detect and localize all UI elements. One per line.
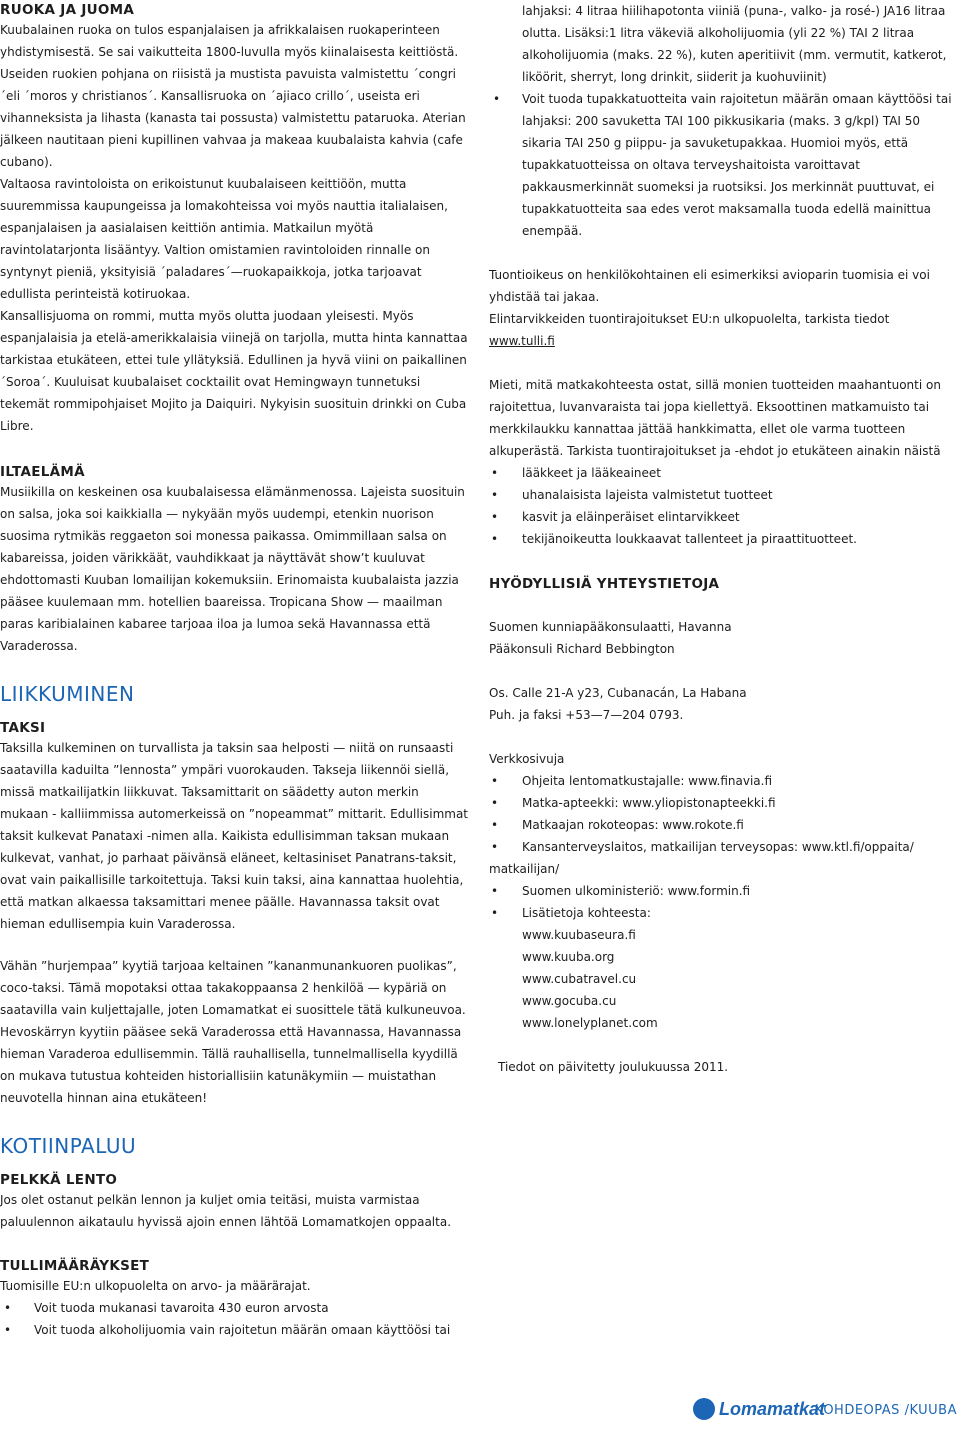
list-item: • kasvit ja eläinperäiset elintarvikkeet [489,506,957,528]
list-item[interactable]: • Matkaajan rokoteopas: www.rokote.fi [489,814,957,836]
iltaelama-paragraph: Musiikilla on keskeinen osa kuubalaisessa elämänmenossa. Lajeista suosituin on salsa, joka soi kaikkialla — nykyään myös uudempi, etenkin nuorison suosima rytmikäs reggaeton soi monessa paikassa. Omimmillaan salsa on kabareissa, joiden värikkäät, vauhdikkaat ja näyttävät show’t kuuluvat ehdottomasti Kuuban lomailijan kokemuksiin. Erinomaista kuubalaista jazzia pääsee kuulemaan mm. hotellien baareissa. Tropicana Show — maailman paras karibialainen kabaree tarjoaa iloa ja lumoa sekä Havannassa että Varaderossa. [0,485,465,653]
ruoka-paragraph-2: Valtaosa ravintoloista on erikoistunut kuubalaiseen keittiöön, mutta suuremmissa kaupungeissa ja lomakohteissa voi myös nauttia italialaisen, espanjalaisen ja aasialaisen keittiön antimia. Matkailun myötä ravintolatarjonta lisääntyy. Valtion omistamien ravintoloiden rinnalle on syntynyt pieniä, yksityisiä ´paladares´—ruokapaikkoja, jotka tarjoavat edullista perinteistä kotiruokaa. [0,177,448,301]
heading-kotiinpaluu: KOTIINPALUU [0,1134,137,1158]
footer [693,1398,958,1424]
tulli-paragraph: Tuomisille EU:n ulkopuolelta on arvo- ja määrärajat. [0,1279,311,1293]
site-link[interactable]: www.cubatravel.cu [522,972,637,986]
list-item: • uhanalaisista lajeista valmistetut tuotteet [489,484,957,506]
consulate-address: Os. Calle 21-A y23, Cubanacán, La Habana [489,686,747,700]
globe-swirl-icon [693,1398,715,1420]
taksi-paragraph-2: Vähän ”hurjempaa” kyytiä tarjoaa keltainen ”kananmunankuoren puolikas”, coco-taksi. Tämä mopotaksi ottaa takakoppaansa 2 henkilöä — kypäriä on saatavilla vain kuljettajalle, joten Lomamatkat ei suosittele tätä kulkuneuvoa. [0,959,466,1017]
mieti-paragraph: Mieti, mitä matkakohteesta ostat, sillä monien tuotteiden maahantuonti on rajoitettua, luvanvaraista tai jopa kiellettyä. Eksoottinen matkamuisto tai merkkilaukku kannattaa jättää hankkimatta, ellet ole varma tuotteen alkuperästä. Tarkista tuontirajoitukset ja -ehdot jo etukäteen ainakin näistä [489,378,941,458]
heading-ruoka-ja-juoma: RUOKA JA JUOMA [0,2,135,18]
tulli-continued-paragraph: lahjaksi: 4 litraa hiilihapotonta viiniä (puna-, valko- ja rosé-) JA16 litraa olutta. Lisäksi:1 litra väkeviä alkoholijuomia (yli 22 %) TAI 2 litraa alkoholijuomia (maks. 22 %), kuten aperitiivit (mm. vermutit, katkerot, liköörit, sherryt, long drinkit, siiderit ja kuohuviinit) [522,4,947,84]
site-link[interactable]: www.lonelyplanet.com [522,1016,658,1030]
pelkka-lento-paragraph: Jos olet ostanut pelkän lennon ja kuljet omia teitäsi, muista varmistaa paluulennon aikataulu hyvissä ajoin ennen lähtöä Lomamatkojen oppaalta. [0,1193,452,1229]
left-column [0,0,470,1341]
list-item: • Voit tuoda mukanasi tavaroita 430 euron arvosta [0,1297,470,1319]
heading-taksi: TAKSI [0,720,46,736]
consulate-phone: Puh. ja faksi +53—7—204 0793. [489,708,684,722]
site-link[interactable]: www.kuuba.org [522,950,615,964]
consul-name: Pääkonsuli Richard Bebbington [489,642,675,656]
tuontioikeus-paragraph: Tuontioikeus on henkilökohtainen eli esimerkiksi avioparin tuomisia ei voi yhdistää tai jakaa. [489,268,930,304]
list-item[interactable]: • Ohjeita lentomatkustajalle: www.finavia.fi [489,770,957,792]
ruoka-paragraph-3: Kansallisjuoma on rommi, mutta myös olutta juodaan yleisesti. Myös espanjalaisia ja etelä-amerikkalaisia viinejä on tarjolla, mutta hinta kannattaa tarkistaa etukäteen, ettei tule yllätyksiä. Edullinen ja hyvä viini on paikallinen ´Soroa´. Kuuluisat kuubalaiset cocktailit ovat Hemingwayn tunnetuksi tekemät rommipohjaiset Mojito ja Daiquiri. Nykyisin suosituin drinkki on Cuba Libre. [0,309,468,433]
list-item[interactable]: • Suomen ulkoministeriö: www.formin.fi [489,880,957,902]
ruoka-paragraph-1: Kuubalainen ruoka on tulos espanjalaisen ja afrikkalaisen ruokaperinteen yhdistymisestä. Se sai vaikutteita 1800-luvulla myös kiinalaisesta keittiöstä. Useiden ruokien pohjana on riisistä ja mustista pavuista valmistettu ´congri´eli ´moros y christianos´. Kansallisruoka on ´ajiaco crillo´, useista eri vihanneksista ja lihasta (kanasta tai possusta) valmistettu pataruoka. Aterian jälkeen nautitaan pieni kupillinen vahvaa ja makeaa kuubalaista kahvia (cafe cubano). [0,23,466,169]
tulli-link[interactable]: www.tulli.fi [489,334,555,348]
web-list [489,770,957,858]
list-item: • tekijänoikeutta loukkaavat tallenteet ja piraattituotteet. [489,528,957,550]
sites-list [489,924,957,1034]
web-heading: Verkkosivuja [489,752,565,766]
consulate-name: Suomen kunniapääkonsulaatti, Havanna [489,620,732,634]
taksi-paragraph-3: Hevoskärryn kyytiin pääsee sekä Varaderossa että Havannassa, Havannassa hieman Varaderoa edullisemmin. Tällä rauhallisella, tunnelmallisella kyydillä on mukava tutustua kohteiden historiallisiin katunäkymiin — muistathan neuvotella hinnan aina etukäteen! [0,1025,462,1105]
list-item[interactable]: • Matka-apteekki: www.yliopistonapteekki.fi [489,792,957,814]
heading-iltaelama: ILTAELÄMÄ [0,464,85,480]
updated-note: Tiedot on päivitetty joulukuussa 2011. [498,1060,729,1074]
web-item-continuation: matkailijan/ [489,862,560,876]
mieti-list [489,462,957,550]
taksi-paragraph-1: Taksilla kulkeminen on turvallista ja taksin saa helposti — niitä on runsaasti saatavilla kaduilta ”lennosta” ympäri vuorokauden. Takseja liikennöi siellä, missä matkailijatkin liikkuvat. Taksamittarit on säädetty auton merkin mukaan - kalliimmissa automerkeissä on ”nopeammat” mittarit. Edullisimmat taksit kulkevat Panataxi -nimen alla. Kaikista edullisimman taksan mukaan kulkevat, vanhat, jo parhaat päivänsä eläneet, keltasiniset Panatrans-taksit, ovat vain paikallisille tarkoitettuja. Taksi kuin taksi, aina kannattaa huolehtia, että matkan alkaessa taksamittari menee päälle. Havannassa taksit ovat hieman edullisempia kuin Varaderossa. [0,741,469,931]
site-link[interactable]: www.kuubaseura.fi [522,928,636,942]
elintarvikkeet-paragraph: Elintarvikkeiden tuontirajoitukset EU:n ulkopuolelta, tarkista tiedot [489,312,890,326]
logo-text: Lomamatkat [719,1399,826,1419]
list-item: • Voit tuoda alkoholijuomia vain rajoitetun määrän omaan käyttöösi tai [0,1319,470,1341]
list-item: • Lisätietoja kohteesta: [489,902,957,924]
heading-tullimaaraykset: TULLIMÄÄRÄYKSET [0,1258,150,1274]
list-item: • lääkkeet ja lääkeaineet [489,462,957,484]
guide-label: KOHDEOPAS /KUUBA [815,1403,957,1418]
site-link[interactable]: www.gocuba.cu [522,994,617,1008]
lomamatkat-logo [693,1398,825,1420]
heading-pelkka-lento: PELKKÄ LENTO [0,1172,118,1188]
heading-hyodyllisia-yhteystietoja: HYÖDYLLISIÄ YHTEYSTIETOJA [489,576,720,592]
list-item: • Voit tuoda tupakkatuotteita vain rajoitetun määrän omaan käyttöösi tai lahjaksi: 200 savuketta TAI 100 pikkusikaria (maks. 3 g/kpl) TAI 50 sikaria TAI 250 g piippu- ja savuketupakkaa. Huomioi myös, että tupakkatuotteissa on oltava terveyshaitoista varoittavat pakkausmerkinnät suomeksi ja ruotsiksi. Jos merkinnät puuttuvat, ei tupakkatuotteita saa edes verot maksamalla tuoda edellä mainittua enempää. [489,88,957,242]
tulli-list [0,1297,470,1341]
right-column [489,0,957,1078]
heading-liikkuminen: LIIKKUMINEN [0,682,135,706]
tobacco-list [489,88,957,242]
list-item[interactable]: • Kansanterveyslaitos, matkailijan terveysopas: www.ktl.fi/oppaita/ [489,836,957,858]
web-list-2 [489,880,957,924]
